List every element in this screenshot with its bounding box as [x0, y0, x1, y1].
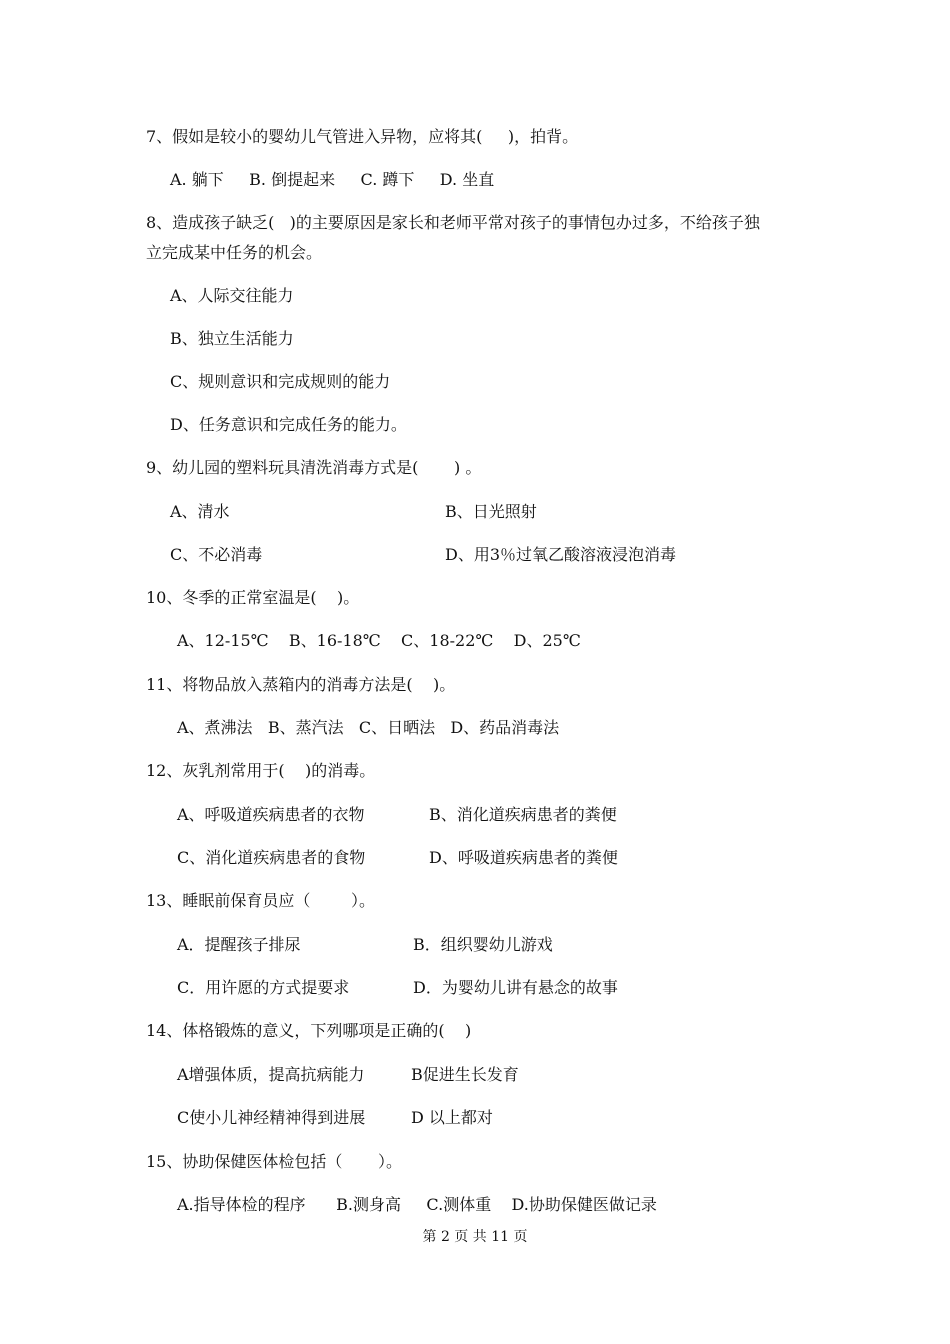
question-10-stem: 10、冬季的正常室温是( )。 — [146, 588, 360, 607]
question-12-option-b: B、消化道疾病患者的粪便 — [429, 805, 617, 824]
question-14-stem: 14、体格锻炼的意义，下列哪项是正确的( ) — [146, 1021, 472, 1040]
question-15-stem: 15、协助保健医体检包括（ ）。 — [146, 1152, 402, 1171]
question-13-stem: 13、睡眠前保育员应（ ）。 — [146, 891, 376, 910]
question-9-option-d: D、用3％过氧乙酸溶液浸泡消毒 — [445, 545, 677, 564]
question-15-options: A.指导体检的程序 B.测身高 C.测体重 D.协助保健医做记录 — [177, 1195, 657, 1214]
question-12-option-a: A、呼吸道疾病患者的衣物 — [177, 805, 365, 824]
question-14-option-d: D 以上都对 — [411, 1108, 493, 1127]
question-12-stem: 12、灰乳剂常用于( )的消毒。 — [146, 761, 376, 780]
question-10-options: A、12-15℃ B、16-18℃ C、18-22℃ D、25℃ — [177, 631, 581, 650]
page-number-footer: 第 2 页 共 11 页 — [422, 1229, 528, 1245]
question-13-option-d: D．为婴幼儿讲有悬念的故事 — [413, 978, 618, 997]
question-7-stem: 7、假如是较小的婴幼儿气管进入异物，应将其( )，拍背。 — [146, 127, 579, 146]
question-8-option-c: C、规则意识和完成规则的能力 — [170, 372, 391, 391]
question-9-option-c: C、不必消毒 — [170, 545, 263, 564]
question-12-option-d: D、呼吸道疾病患者的粪便 — [429, 848, 618, 867]
question-8-option-d: D、任务意识和完成任务的能力。 — [170, 415, 407, 434]
question-14-option-a: A增强体质，提高抗病能力 — [177, 1065, 365, 1084]
question-13-option-a: A．提醒孩子排尿 — [177, 935, 301, 954]
question-13-option-c: C．用许愿的方式提要求 — [177, 978, 350, 997]
question-7-options: A. 躺下 B. 倒提起来 C. 蹲下 D. 坐直 — [170, 170, 495, 189]
question-8-option-b: B、独立生活能力 — [170, 329, 294, 348]
question-8-stem-line-2: 立完成某中任务的机会。 — [146, 243, 323, 262]
question-8-stem-line-1: 8、造成孩子缺乏( )的主要原因是家长和老师平常对孩子的事情包办过多，不给孩子独 — [146, 213, 760, 232]
question-13-option-b: B．组织婴幼儿游戏 — [413, 935, 553, 954]
question-14-option-b: B促进生长发育 — [411, 1065, 519, 1084]
question-8-option-a: A、人际交往能力 — [170, 286, 294, 305]
question-9-option-a: A、清水 — [170, 502, 230, 521]
question-14-option-c: C使小儿神经精神得到进展 — [177, 1108, 366, 1127]
question-11-options: A、煮沸法 B、蒸汽法 C、日晒法 D、药品消毒法 — [177, 718, 560, 737]
question-9-option-b: B、日光照射 — [445, 502, 537, 521]
question-9-stem: 9、幼儿园的塑料玩具清洗消毒方式是( ) 。 — [146, 458, 482, 477]
question-12-option-c: C、消化道疾病患者的食物 — [177, 848, 366, 867]
question-11-stem: 11、将物品放入蒸箱内的消毒方法是( )。 — [146, 675, 456, 694]
